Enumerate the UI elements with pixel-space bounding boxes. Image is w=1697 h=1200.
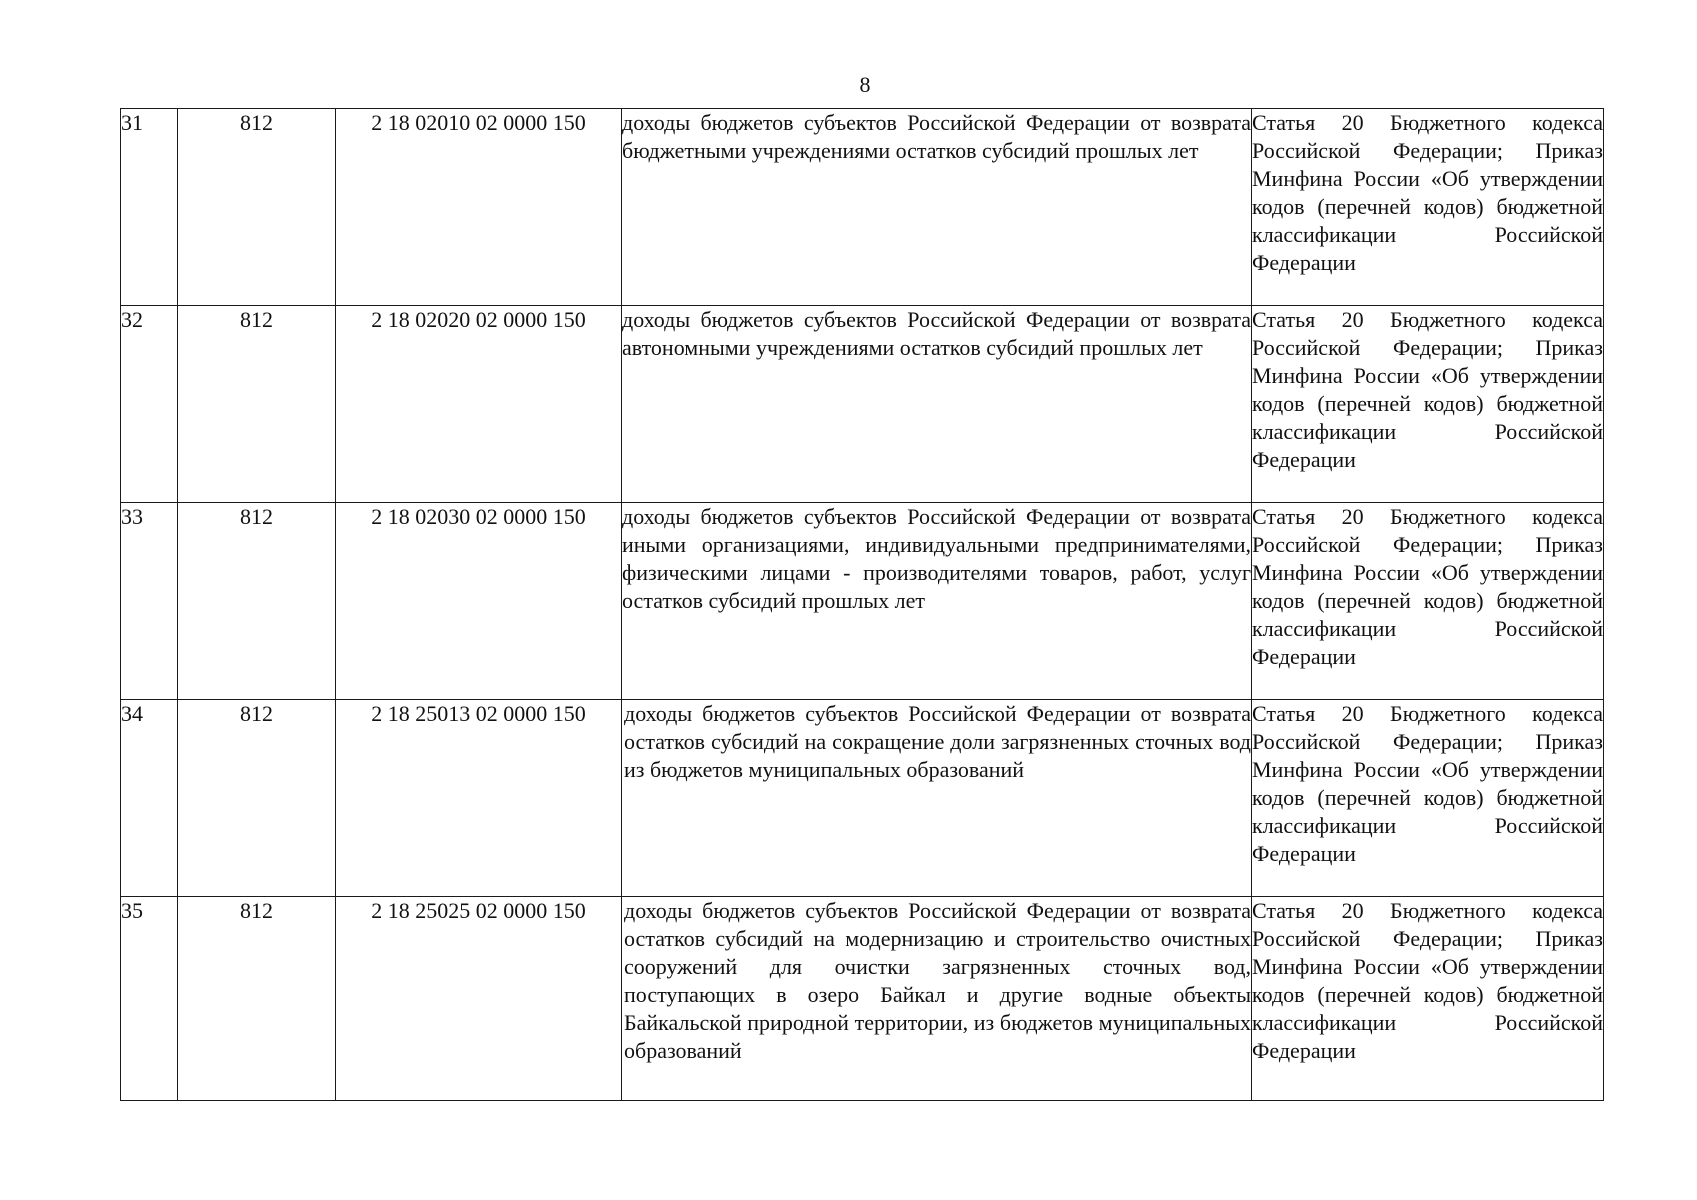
administrator-code: 812 (178, 897, 336, 1101)
administrator-code: 812 (178, 306, 336, 503)
budget-classification-code: 2 18 02010 02 0000 150 (336, 109, 622, 306)
row-number: 35 (121, 897, 178, 1101)
table-row (121, 700, 1604, 897)
legal-basis: Статья 20 Бюджетного кодекса Российской Федерации; Приказ Минфина России «Об утверждении кодов (перечней кодов) бюджетной классификации Российской Федерации (1252, 503, 1604, 700)
budget-classification-code: 2 18 02030 02 0000 150 (336, 503, 622, 700)
legal-basis: Статья 20 Бюджетного кодекса Российской Федерации; Приказ Минфина России «Об утверждении кодов (перечней кодов) бюджетной классификации Российской Федерации (1252, 306, 1604, 503)
page-number: 8 (859, 72, 871, 97)
revenue-name: доходы бюджетов субъектов Российской Федерации от возврата иными организациями, индивидуальными предпринимателями, физическими лицами - производителями товаров, работ, услуг остатков субсидий прошлых лет (622, 503, 1252, 700)
revenue-name: доходы бюджетов субъектов Российской Федерации от возврата остатков субсидий на сокращение доли загрязненных сточных вод из бюджетов муниципальных образований (622, 700, 1252, 897)
administrator-code: 812 (178, 109, 336, 306)
legal-basis: Статья 20 Бюджетного кодекса Российской Федерации; Приказ Минфина России «Об утверждении кодов (перечней кодов) бюджетной классификации Российской Федерации (1252, 109, 1604, 306)
administrator-code: 812 (178, 503, 336, 700)
table-row (121, 109, 1604, 306)
revenue-name: доходы бюджетов субъектов Российской Федерации от возврата остатков субсидий на модернизацию и строительство очистных сооружений для очистки загрязненных сточных вод, поступающих в озеро Байкал и другие водные объекты Байкальской природной территории, из бюджетов муниципальных образований (622, 897, 1252, 1101)
row-number: 34 (121, 700, 178, 897)
row-number: 32 (121, 306, 178, 503)
budget-classification-code: 2 18 25025 02 0000 150 (336, 897, 622, 1101)
administrator-code: 812 (178, 700, 336, 897)
budget-classification-code: 2 18 02020 02 0000 150 (336, 306, 622, 503)
table-row (121, 306, 1604, 503)
revenue-name: доходы бюджетов субъектов Российской Федерации от возврата бюджетными учреждениями остатков субсидий прошлых лет (622, 109, 1252, 306)
row-number: 33 (121, 503, 178, 700)
budget-classification-code: 2 18 25013 02 0000 150 (336, 700, 622, 897)
table-row (121, 503, 1604, 700)
revenue-codes-table (120, 108, 1604, 1101)
legal-basis: Статья 20 Бюджетного кодекса Российской Федерации; Приказ Минфина России «Об утверждении кодов (перечней кодов) бюджетной классификации Российской Федерации (1252, 700, 1604, 897)
table-row (121, 897, 1604, 1101)
legal-basis: Статья 20 Бюджетного кодекса Российской Федерации; Приказ Минфина России «Об утверждении кодов (перечней кодов) бюджетной классификации Российской Федерации (1252, 897, 1604, 1101)
revenue-name: доходы бюджетов субъектов Российской Федерации от возврата автономными учреждениями остатков субсидий прошлых лет (622, 306, 1252, 503)
row-number: 31 (121, 109, 178, 306)
